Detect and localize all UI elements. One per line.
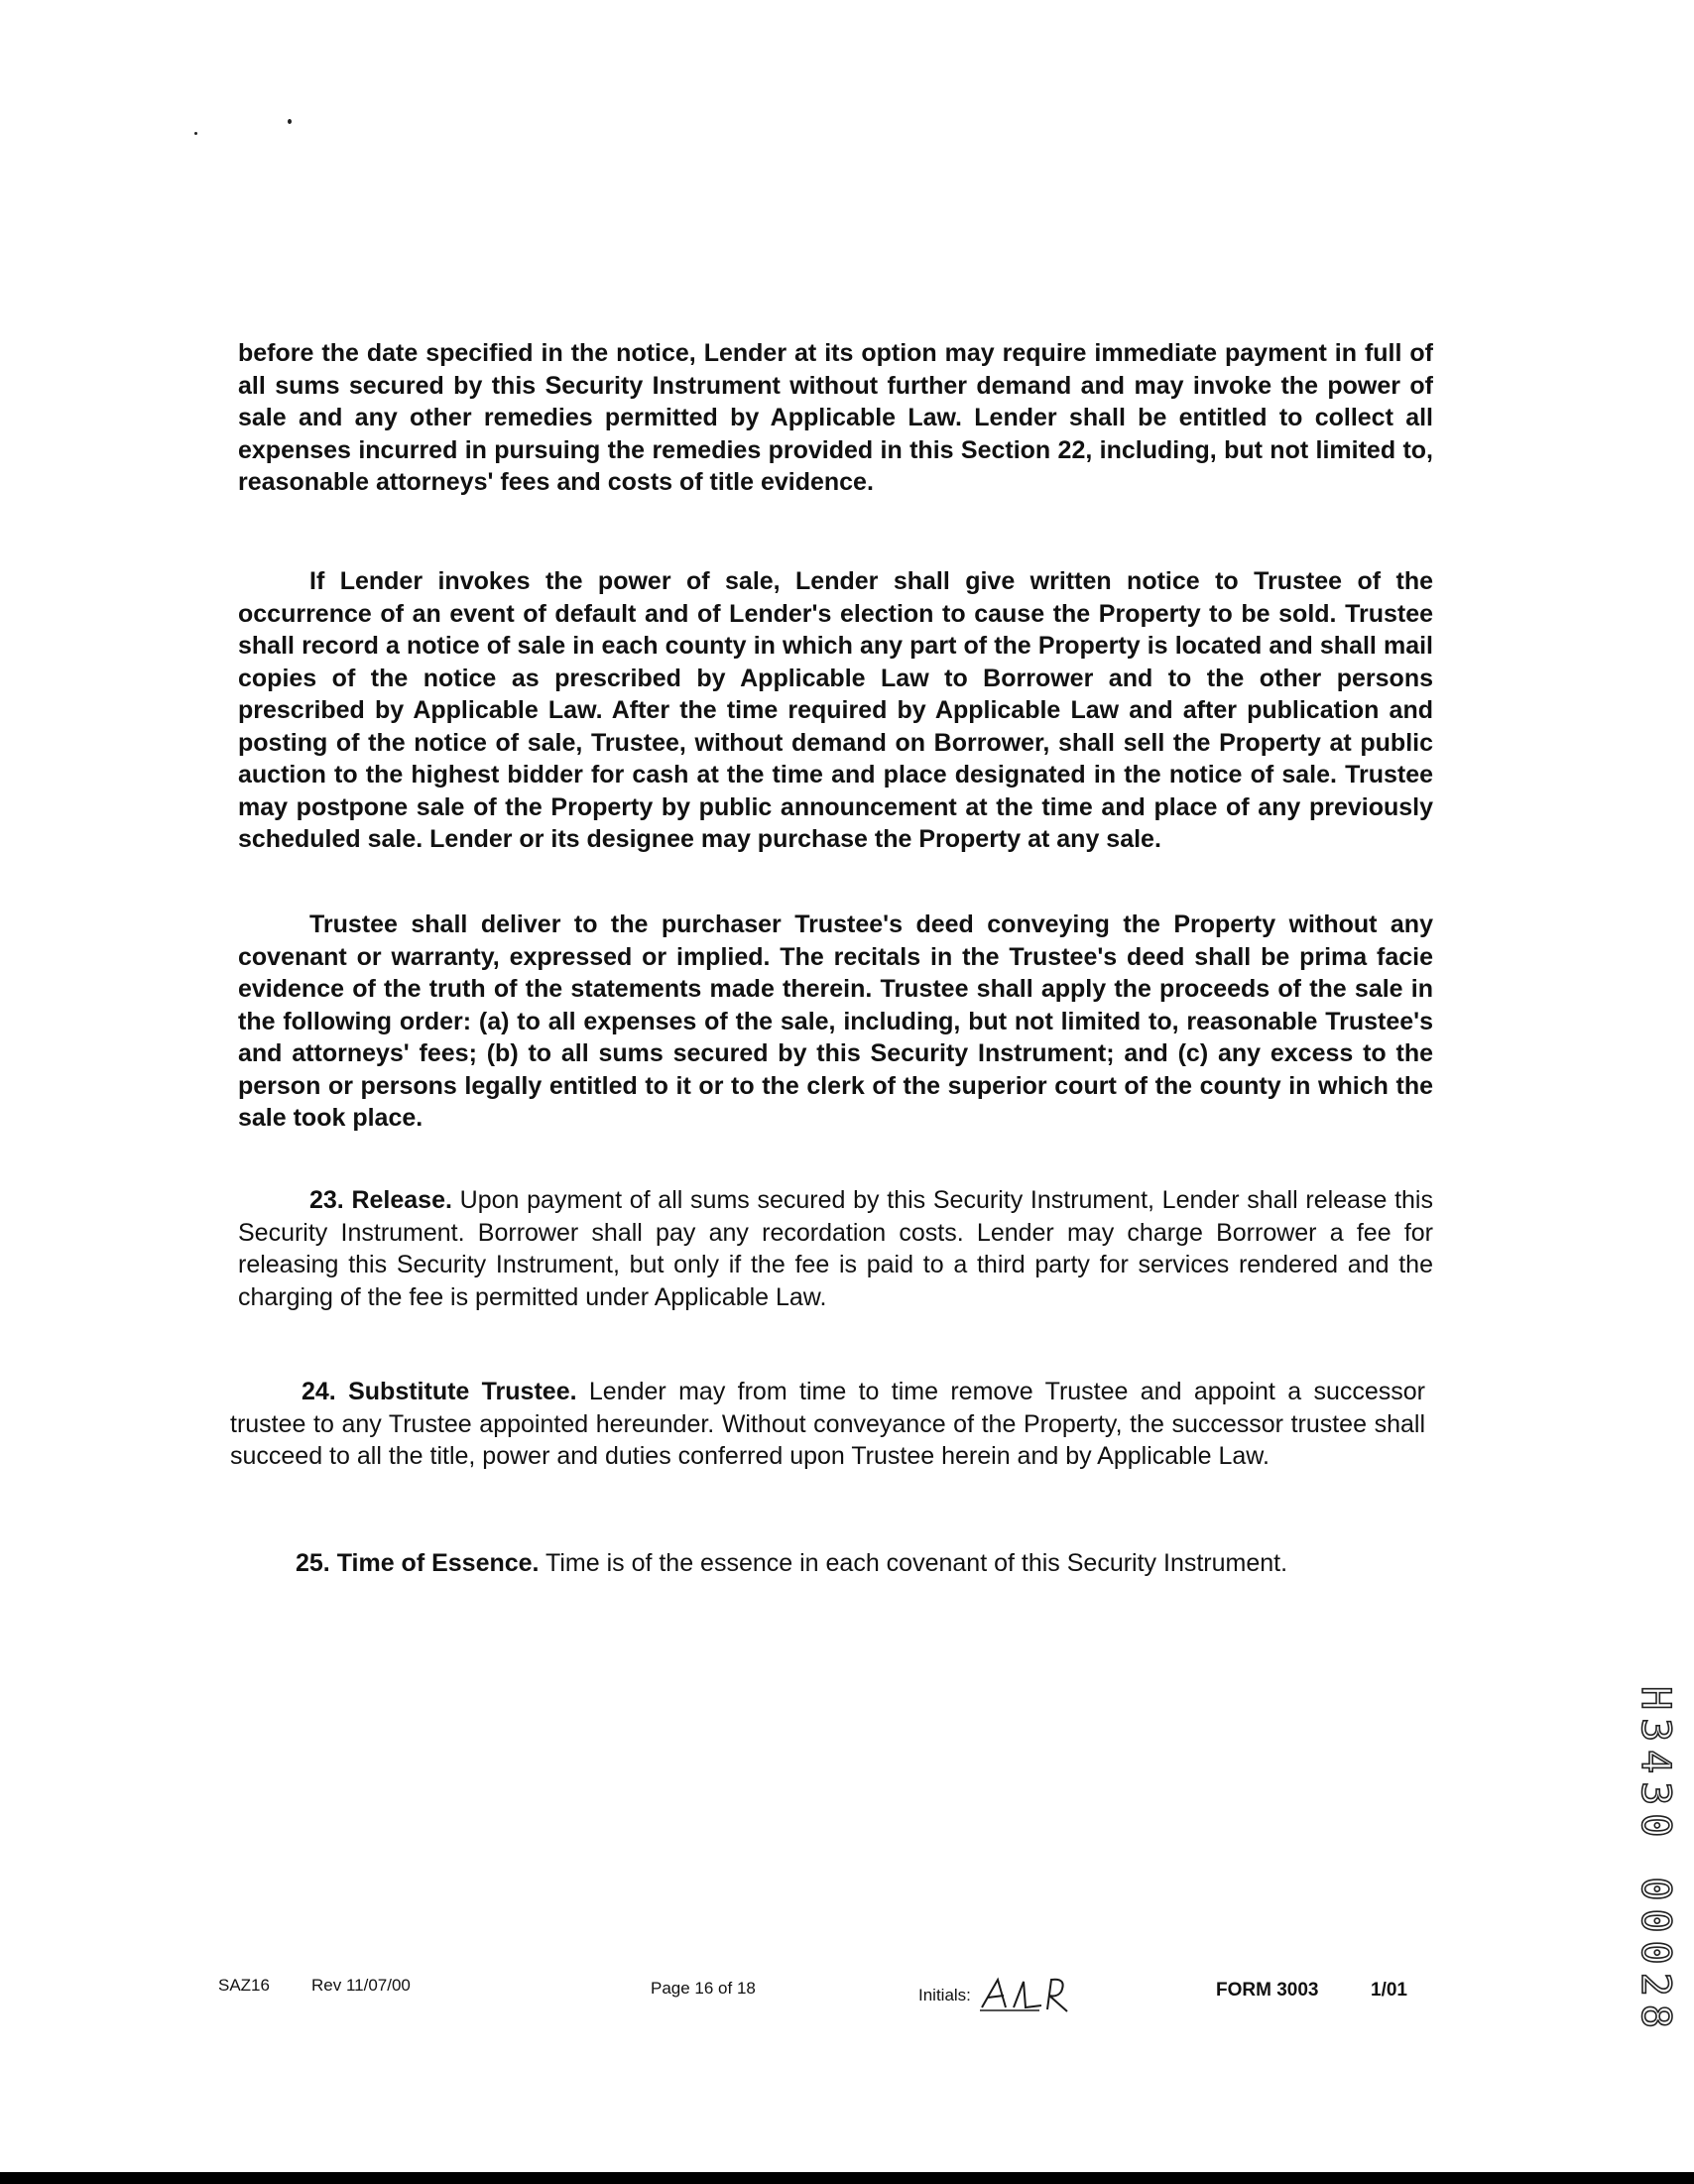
section-25-text: Time is of the essence in each covenant of this Security Instrument. (539, 1549, 1288, 1577)
scan-edge (0, 2172, 1694, 2184)
page-number: Page 16 of 18 (651, 1979, 756, 1998)
form-code: SAZ16 (218, 1976, 270, 1995)
form-date: 1/01 (1371, 1980, 1407, 2001)
document-body (238, 565, 1433, 856)
footer-form-code (218, 1976, 270, 1996)
section-25 (224, 1547, 1345, 1580)
initials-signature (980, 1974, 1071, 2018)
footer-initials (918, 1974, 1071, 2018)
revision-date: Rev 11/07/00 (311, 1976, 411, 1995)
paragraph-power-of-sale: If Lender invokes the power of sale, Lender shall give written notice to Trustee of the occurrence of an event of default and of Lender's election to cause the Property to be sold. Trustee shall record a notice of sale in each county in which any part of the Property is located and shall mail copies of the notice as prescribed by Applicable Law to Borrower and to the other persons prescribed by Applicable Law. After the time required by Applicable Law and after publication and posting of the notice of sale, Trustee, without demand on Borrower, shall sell the Property at public auction to the highest bidder for cash at the time and place designated in the notice of sale. Trustee may postpone sale of the Property by public announcement at the time and place of any previously scheduled sale. Lender or its designee may purchase the Property at any sale. (238, 567, 1433, 853)
scan-speck (288, 119, 292, 124)
section-23 (238, 1184, 1433, 1313)
form-number: FORM 3003 (1216, 1980, 1319, 2001)
section-23-text: Upon payment of all sums secured by this Security Instrument, Lender shall release this Security Instrument. Borrower shall pay any recordation costs. Lender may charge Borrower a fee for releasing this Security Instrument, but only if the fee is paid to a third party for services rendered and the charging of the fee is permitted under Applicable Law. (238, 1186, 1433, 1311)
section-24 (230, 1376, 1425, 1473)
paragraph-remedies: before the date specified in the notice, Lender at its option may require immediate payment in full of all sums secured by this Security Instrument without further demand and may invoke the power of sale and any other remedies permitted by Applicable Law. Lender shall be entitled to collect all expenses incurred in pursuing the remedies provided in this Section 22, including, but not limited to, reasonable attorneys' fees and costs of title evidence. (238, 339, 1433, 496)
footer-form-date (1371, 1980, 1407, 2002)
footer-page (651, 1979, 756, 1999)
document-stamp-number: H3430 00028 (1633, 1686, 1678, 2036)
initials-handwriting (980, 1974, 1071, 2013)
section-25-heading: 25. Time of Essence. (296, 1549, 540, 1577)
section-23-heading: 23. Release. (309, 1186, 452, 1214)
section-24-text: Lender may from time to time remove Trustee and appoint a successor trustee to any Trustee appointed hereunder. Without conveyance of the Property, the successor trustee shall succeed to all the title, power and duties conferred upon Trustee herein and by Applicable Law. (230, 1378, 1425, 1470)
scan-speck (194, 132, 197, 135)
section-24-heading: 24. Substitute Trustee. (302, 1378, 577, 1405)
paragraph-trustee-deed: Trustee shall deliver to the purchaser Trustee's deed conveying the Property without any covenant or warranty, expressed or implied. The recitals in the Trustee's deed shall be prima facie evidence of the truth of the statements made therein. Trustee shall apply the proceeds of the sale in the following order: (a) to all expenses of the sale, including, but not limited to, reasonable Trustee's and attorneys' fees; (b) to all sums secured by this Security Instrument; and (c) any excess to the person or persons legally entitled to it or to the clerk of the superior court of the county in which the sale took place. (238, 910, 1433, 1132)
footer-revision (311, 1976, 411, 1996)
footer-form-number (1216, 1980, 1318, 2002)
document-body (238, 337, 1433, 499)
initials-label: Initials: (918, 1985, 971, 2004)
document-body (238, 909, 1433, 1135)
